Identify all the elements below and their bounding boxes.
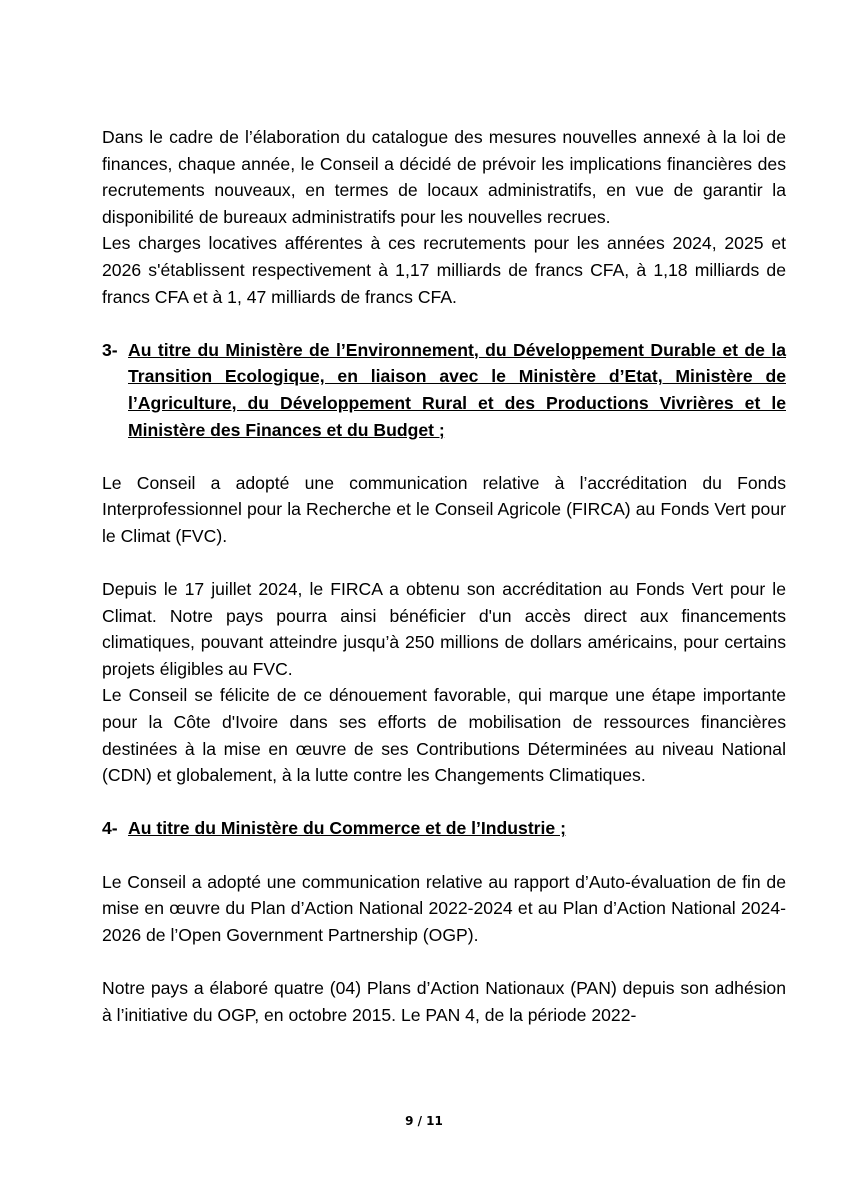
page-number: 9 / 11: [405, 1114, 443, 1128]
section-3-number: 3-: [102, 339, 118, 360]
intro-paragraph-2: Les charges locatives afférentes à ces recrutements pour les années 2024, 2025 et 2026 s'établissent respectivement à 1,17 milliards de francs CFA, à 1,18 milliards de francs CFA et à 1, 47 milliards de francs CFA.: [102, 233, 786, 307]
section-3-paragraph-2: Depuis le 17 juillet 2024, le FIRCA a obtenu son accréditation au Fonds Vert pour le Climat. Notre pays pourra ainsi bénéficier d'un accès direct aux financements climatiques, pouvant atteindre jusqu’à 250 millions de dollars américains, pour certains projets éligibles au FVC.: [102, 579, 786, 679]
section-4-heading: [102, 815, 786, 842]
section-3-paragraph-3: Le Conseil se félicite de ce dénouement favorable, qui marque une étape importante pour la Côte d'Ivoire dans ses efforts de mobilisation de ressources financières destinées à la mise en œuvre de ses Contributions Déterminées au niveau National (CDN) et globalement, à la lutte contre les Changements Climatiques.: [102, 685, 786, 786]
section-4-number: 4-: [102, 818, 118, 839]
section-4-paragraph-2: Notre pays a élaboré quatre (04) Plans d’Action Nationaux (PAN) depuis son adhésion à l’initiative du OGP, en octobre 2015. Le PAN 4, de la période 2022-: [102, 978, 786, 1025]
section-4-paragraph-1: Le Conseil a adopté une communication relative au rapport d’Auto-évaluation de fin de mise en œuvre du Plan d’Action National 2022-2024 et au Plan d’Action National 2024-2026 de l’Open Government Partnership (OGP).: [102, 871, 786, 945]
section-3-heading: [102, 337, 786, 443]
section-3-paragraph-1: Le Conseil a adopté une communication relative à l’accréditation du Fonds Interprofessionnel pour la Recherche et le Conseil Agricole (FIRCA) au Fonds Vert pour le Climat (FVC).: [102, 472, 786, 546]
section-4-title: Au titre du Ministère du Commerce et de l’Industrie ;: [128, 818, 566, 839]
section-3-title: Au titre du Ministère de l’Environnement, du Développement Durable et de la Transition Ecologique, en liaison avec le Ministère d’Etat, Ministère de l’Agriculture, du Développement Rural et des Productions Vivrières et le Ministère des Finances et du Budget ;: [128, 339, 786, 440]
page-content: [102, 124, 786, 1028]
intro-paragraph-1: Dans le cadre de l’élaboration du catalogue des mesures nouvelles annexé à la loi de finances, chaque année, le Conseil a décidé de prévoir les implications financières des recrutements nouveaux, en termes de locaux administratifs, en vue de garantir la disponibilité de bureaux administratifs pour les nouvelles recrues.: [102, 127, 786, 227]
